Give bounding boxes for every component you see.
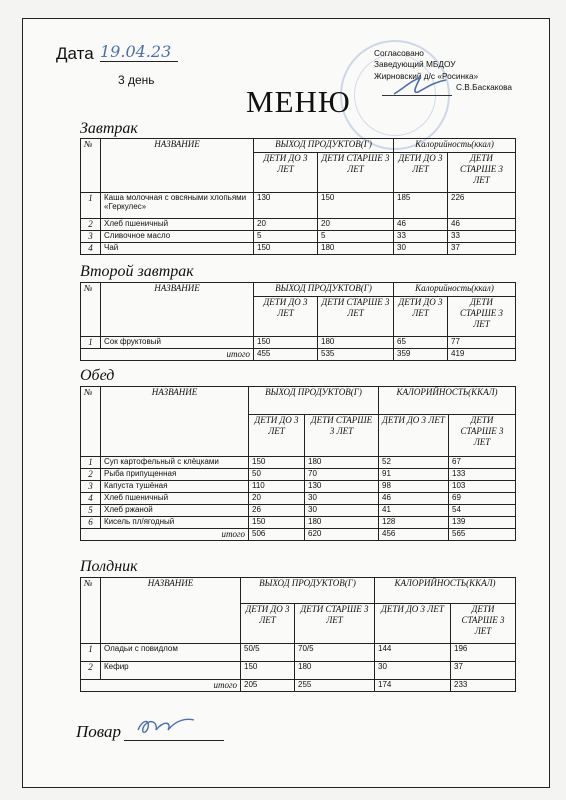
row-no: 4	[81, 493, 101, 505]
table-row	[81, 193, 516, 219]
col-name: НАЗВАНИЕ	[101, 139, 254, 193]
row-cal-3: 128	[379, 517, 449, 529]
row-yield-3: 5	[254, 231, 318, 243]
row-no: 4	[81, 243, 101, 255]
col-no: №	[81, 139, 101, 193]
row-cal-3plus: 77	[448, 337, 516, 349]
row-cal-3: 30	[375, 662, 451, 680]
row-cal-3plus: 67	[449, 457, 516, 469]
col-kids-3: ДЕТИ ДО 3 ЛЕТ	[254, 297, 318, 337]
total-cal-3plus: 565	[449, 529, 516, 541]
second-breakfast-table	[80, 282, 516, 361]
row-yield-3plus: 180	[305, 517, 379, 529]
col-calories: Калорийность(ккал)	[394, 139, 516, 153]
cook-label: Повар	[76, 722, 122, 741]
total-yield-3plus: 620	[305, 529, 379, 541]
row-yield-3: 150	[249, 517, 305, 529]
col-kids-3plus: ДЕТИ СТАРШЕ 3 ЛЕТ	[318, 153, 394, 193]
row-name: Сок фруктовый	[101, 337, 254, 349]
total-yield-3: 506	[249, 529, 305, 541]
section-title-snack: Полдник	[80, 558, 138, 575]
col-kids-3: ДЕТИ ДО 3 ЛЕТ	[254, 153, 318, 193]
col-kids-3plus: ДЕТИ СТАРШЕ 3 ЛЕТ	[318, 297, 394, 337]
total-label: итого	[81, 349, 254, 361]
row-yield-3: 150	[254, 243, 318, 255]
row-cal-3: 185	[394, 193, 448, 219]
row-cal-3: 98	[379, 481, 449, 493]
row-yield-3plus: 30	[305, 493, 379, 505]
row-yield-3plus: 20	[318, 219, 394, 231]
row-yield-3: 150	[241, 662, 295, 680]
row-cal-3: 33	[394, 231, 448, 243]
total-yield-3plus: 535	[318, 349, 394, 361]
col-calories: Калорийность(ккал)	[394, 283, 516, 297]
table-row	[81, 517, 516, 529]
approval-line: Заведующий МБДОУ	[374, 59, 456, 70]
approval-line: Жирновский д/с «Росинка»	[374, 70, 479, 81]
lunch-table	[80, 386, 516, 541]
page-title: МЕНЮ	[246, 84, 351, 119]
row-no: 1	[81, 457, 101, 469]
row-yield-3: 150	[254, 337, 318, 349]
total-yield-3: 205	[241, 680, 295, 692]
total-label: итого	[81, 529, 249, 541]
col-kids-3plus: ДЕТИ СТАРШЕ 3 ЛЕТ	[448, 153, 516, 193]
table-row	[81, 243, 516, 255]
col-yield: ВЫХОД ПРОДУКТОВ(Г)	[249, 387, 379, 415]
row-no: 1	[81, 644, 101, 662]
total-cal-3: 359	[394, 349, 448, 361]
row-yield-3: 20	[249, 493, 305, 505]
row-yield-3plus: 180	[295, 662, 375, 680]
row-yield-3: 50/5	[241, 644, 295, 662]
row-cal-3: 65	[394, 337, 448, 349]
row-cal-3plus: 37	[448, 243, 516, 255]
row-name: Хлеб пшеничный	[101, 219, 254, 231]
col-kids-3plus: ДЕТИ СТАРШЕ 3 ЛЕТ	[305, 415, 379, 457]
row-no: 5	[81, 505, 101, 517]
row-yield-3plus: 70/5	[295, 644, 375, 662]
table-row	[81, 337, 516, 349]
total-row	[81, 349, 516, 361]
row-name: Оладьи с повидлом	[101, 644, 241, 662]
row-name: Каша молочная с овсяными хлопьями «Геркулес»	[101, 193, 254, 219]
row-yield-3: 26	[249, 505, 305, 517]
row-yield-3plus: 180	[305, 457, 379, 469]
row-cal-3plus: 69	[449, 493, 516, 505]
row-yield-3plus: 180	[318, 337, 394, 349]
row-no: 2	[81, 662, 101, 680]
total-yield-3plus: 255	[295, 680, 375, 692]
section-title-breakfast: Завтрак	[80, 120, 138, 137]
row-name: Кефир	[101, 662, 241, 680]
row-yield-3plus: 5	[318, 231, 394, 243]
row-yield-3plus: 130	[305, 481, 379, 493]
table-row	[81, 481, 516, 493]
cook-signature-line	[124, 740, 224, 741]
row-cal-3: 91	[379, 469, 449, 481]
row-yield-3plus: 150	[318, 193, 394, 219]
cook-signature	[134, 712, 204, 738]
row-no: 3	[81, 481, 101, 493]
row-yield-3: 110	[249, 481, 305, 493]
breakfast-table	[80, 138, 516, 255]
row-cal-3plus: 196	[451, 644, 516, 662]
table-row	[81, 469, 516, 481]
col-kids-3: ДЕТИ ДО 3 ЛЕТ	[375, 604, 451, 644]
total-cal-3plus: 419	[448, 349, 516, 361]
date-value: 19.04.23	[100, 42, 178, 62]
total-cal-3: 456	[379, 529, 449, 541]
row-cal-3: 30	[394, 243, 448, 255]
total-label: итого	[81, 680, 241, 692]
row-name: Хлеб пшеничный	[101, 493, 249, 505]
col-kids-3plus: ДЕТИ СТАРШЕ 3 ЛЕТ	[448, 297, 516, 337]
row-name: Хлеб ржаной	[101, 505, 249, 517]
col-yield: ВЫХОД ПРОДУКТОВ(Г)	[254, 283, 394, 297]
row-cal-3: 144	[375, 644, 451, 662]
approval-line: С.В.Баскакова	[456, 82, 513, 93]
row-no: 2	[81, 469, 101, 481]
col-yield: ВЫХОД ПРОДУКТОВ(Г)	[254, 139, 394, 153]
row-cal-3: 52	[379, 457, 449, 469]
row-no: 2	[81, 219, 101, 231]
total-row	[81, 529, 516, 541]
row-no: 1	[81, 193, 101, 219]
row-yield-3plus: 70	[305, 469, 379, 481]
snack-table	[80, 577, 516, 692]
total-row	[81, 680, 516, 692]
row-yield-3: 50	[249, 469, 305, 481]
col-kids-3plus: ДЕТИ СТАРШЕ 3 ЛЕТ	[451, 604, 516, 644]
col-name: НАЗВАНИЕ	[101, 283, 254, 337]
col-no: №	[81, 387, 101, 457]
row-cal-3plus: 133	[449, 469, 516, 481]
row-name: Кисель пл/ягодный	[101, 517, 249, 529]
section-title-second-breakfast: Второй завтрак	[80, 263, 194, 280]
row-cal-3plus: 46	[448, 219, 516, 231]
table-row	[81, 457, 516, 469]
section-title-lunch: Обед	[80, 367, 115, 384]
row-yield-3: 130	[254, 193, 318, 219]
row-cal-3: 46	[394, 219, 448, 231]
table-row	[81, 662, 516, 680]
row-name: Рыба припущенная	[101, 469, 249, 481]
day-label: 3 день	[118, 73, 155, 87]
row-yield-3plus: 180	[318, 243, 394, 255]
total-cal-3: 174	[375, 680, 451, 692]
row-no: 6	[81, 517, 101, 529]
row-cal-3plus: 139	[449, 517, 516, 529]
row-cal-3plus: 103	[449, 481, 516, 493]
row-name: Капуста тушёная	[101, 481, 249, 493]
row-cal-3plus: 37	[451, 662, 516, 680]
col-name: НАЗВАНИЕ	[101, 387, 249, 457]
col-kids-3: ДЕТИ ДО 3 ЛЕТ	[394, 297, 448, 337]
table-row	[81, 219, 516, 231]
row-yield-3: 20	[254, 219, 318, 231]
col-kids-3: ДЕТИ ДО 3 ЛЕТ	[379, 415, 449, 457]
row-name: Чай	[101, 243, 254, 255]
row-no: 1	[81, 337, 101, 349]
approval-signature	[390, 74, 450, 100]
table-row	[81, 505, 516, 517]
total-yield-3: 455	[254, 349, 318, 361]
col-kids-3plus: ДЕТИ СТАРШЕ 3 ЛЕТ	[449, 415, 516, 457]
col-kids-3: ДЕТИ ДО 3 ЛЕТ	[249, 415, 305, 457]
row-cal-3: 41	[379, 505, 449, 517]
total-cal-3plus: 233	[451, 680, 516, 692]
col-calories: КАЛОРИЙНОСТЬ(ККАЛ)	[379, 387, 516, 415]
row-cal-3plus: 33	[448, 231, 516, 243]
row-no: 3	[81, 231, 101, 243]
date-label: Дата	[56, 44, 94, 63]
table-row	[81, 231, 516, 243]
row-name: Сливочное масло	[101, 231, 254, 243]
table-row	[81, 644, 516, 662]
table-row	[81, 493, 516, 505]
row-cal-3: 46	[379, 493, 449, 505]
row-yield-3: 150	[249, 457, 305, 469]
col-no: №	[81, 578, 101, 644]
row-cal-3plus: 54	[449, 505, 516, 517]
col-yield: ВЫХОД ПРОДУКТОВ(Г)	[241, 578, 375, 604]
approval-line: Согласовано	[374, 48, 424, 58]
row-name: Суп картофельный с клёцками	[101, 457, 249, 469]
col-kids-3: ДЕТИ ДО 3 ЛЕТ	[241, 604, 295, 644]
col-kids-3: ДЕТИ ДО 3 ЛЕТ	[394, 153, 448, 193]
col-calories: КАЛОРИЙНОСТЬ(ККАЛ)	[375, 578, 516, 604]
col-name: НАЗВАНИЕ	[101, 578, 241, 644]
col-kids-3plus: ДЕТИ СТАРШЕ 3 ЛЕТ	[295, 604, 375, 644]
row-cal-3plus: 226	[448, 193, 516, 219]
row-yield-3plus: 30	[305, 505, 379, 517]
col-no: №	[81, 283, 101, 337]
